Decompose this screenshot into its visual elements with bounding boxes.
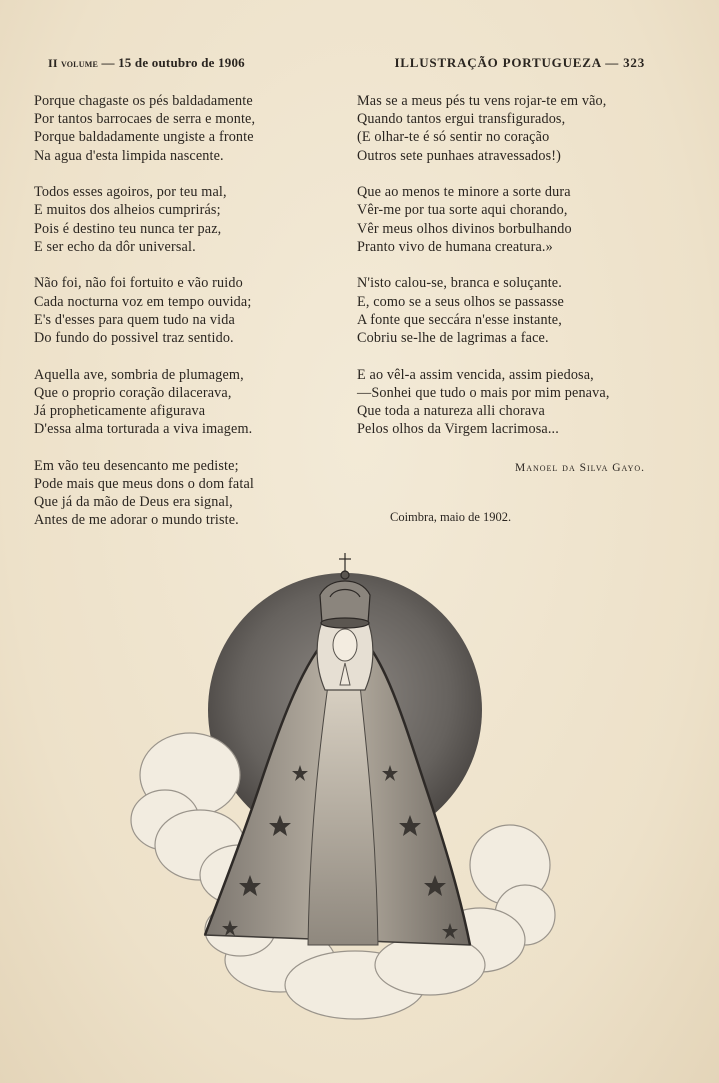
- stanza: [357, 366, 657, 439]
- dateline: Coimbra, maio de 1902.: [390, 510, 512, 524]
- poem-line: E, como se a seus olhos se passasse: [357, 293, 564, 310]
- header-volume: II volume: [48, 56, 98, 70]
- stanza: [34, 183, 334, 256]
- poem-line: E muitos dos alheios cumprirás;: [34, 202, 221, 219]
- poem-line: Na agua d'esta limpida nascente.: [34, 147, 224, 164]
- poem-line: Porque chagaste os pés baldadamente: [34, 93, 253, 109]
- poem-line: Cada nocturna voz em tempo ouvida;: [34, 293, 252, 310]
- poem-line: Aquella ave, sombria de plumagem,: [34, 366, 244, 383]
- poem-line: Por tantos barrocaes de serra e monte,: [34, 111, 256, 128]
- poem-line: Não foi, não foi fortuito e vão ruido: [34, 275, 243, 292]
- poem-line: Porque baldadamente ungiste a fronte: [34, 129, 254, 146]
- stanza: [34, 274, 334, 347]
- poem-line: Vêr-me por tua sorte aqui chorando,: [357, 202, 568, 219]
- poem-column-right: [357, 92, 657, 457]
- poem-line: Cobriu se-lhe de lagrimas a face.: [357, 330, 549, 347]
- poem-line: Do fundo do possivel traz sentido.: [34, 330, 234, 347]
- poem-line: Pranto vivo de humana creatura.»: [357, 238, 553, 255]
- poem-line: E's d'esses para quem tudo na vida: [34, 311, 235, 328]
- poem-line: Que toda a natureza alli chorava: [357, 403, 545, 420]
- stanza: [34, 92, 334, 165]
- running-head: [48, 55, 645, 73]
- stanza: [34, 457, 334, 530]
- poem-line: Que o proprio coração dilacerava,: [34, 384, 232, 401]
- poem-line: Pode mais que meus dons o dom fatal: [34, 476, 255, 493]
- stanza: [34, 366, 334, 439]
- poem-line: Que já da mão de Deus era signal,: [34, 494, 233, 511]
- crown: [320, 553, 370, 628]
- poem-line: E ser echo da dôr universal.: [34, 238, 196, 255]
- header-date: — 15 de outubro de 1906: [101, 55, 245, 70]
- poem-line: E ao vêl-a assim vencida, assim piedosa,: [357, 366, 594, 383]
- poem-line: A fonte que seccára n'esse instante,: [357, 311, 562, 328]
- poem-line: (E olhar-te é só sentir no coração: [357, 129, 550, 146]
- poem-line: Quando tantos ergui transfigurados,: [357, 111, 566, 128]
- poem-line: —Sonhei que tudo o mais por mim penava,: [357, 384, 610, 401]
- poem-line: Pois é destino teu nunca ter paz,: [34, 220, 222, 237]
- author-signature: Manoel da Silva Gayo.: [514, 462, 645, 474]
- poem-line: Em vão teu desencanto me pediste;: [34, 457, 239, 474]
- poem-line: Vêr meus olhos divinos borbulhando: [357, 220, 572, 237]
- poem-line: Mas se a meus pés tu vens rojar-te em vão,: [357, 93, 607, 109]
- stanza: [357, 183, 657, 256]
- stanza: [357, 92, 657, 165]
- virgin-mary-illustration: [130, 545, 560, 1025]
- poem-line: Já propheticamente afigurava: [34, 403, 206, 420]
- header-magazine-title: ILLUSTRAÇÃO PORTUGUEZA — 323: [394, 55, 645, 70]
- poem-line: Outros sete punhaes atravessados!): [357, 147, 562, 164]
- poem-line: Que ao menos te minore a sorte dura: [357, 184, 571, 201]
- poem-line: N'isto calou-se, branca e soluçante.: [357, 275, 562, 292]
- poem-line: Todos esses agoiros, por teu mal,: [34, 184, 227, 201]
- poem-column-left: [34, 92, 334, 548]
- stanza: [357, 274, 657, 347]
- poem-line: Pelos olhos da Virgem lacrimosa...: [357, 421, 559, 438]
- header-volume-date: [48, 55, 245, 71]
- face: [333, 629, 357, 661]
- poem-line: Antes de me adorar o mundo triste.: [34, 512, 239, 529]
- poem-line: D'essa alma torturada a viva imagem.: [34, 421, 253, 438]
